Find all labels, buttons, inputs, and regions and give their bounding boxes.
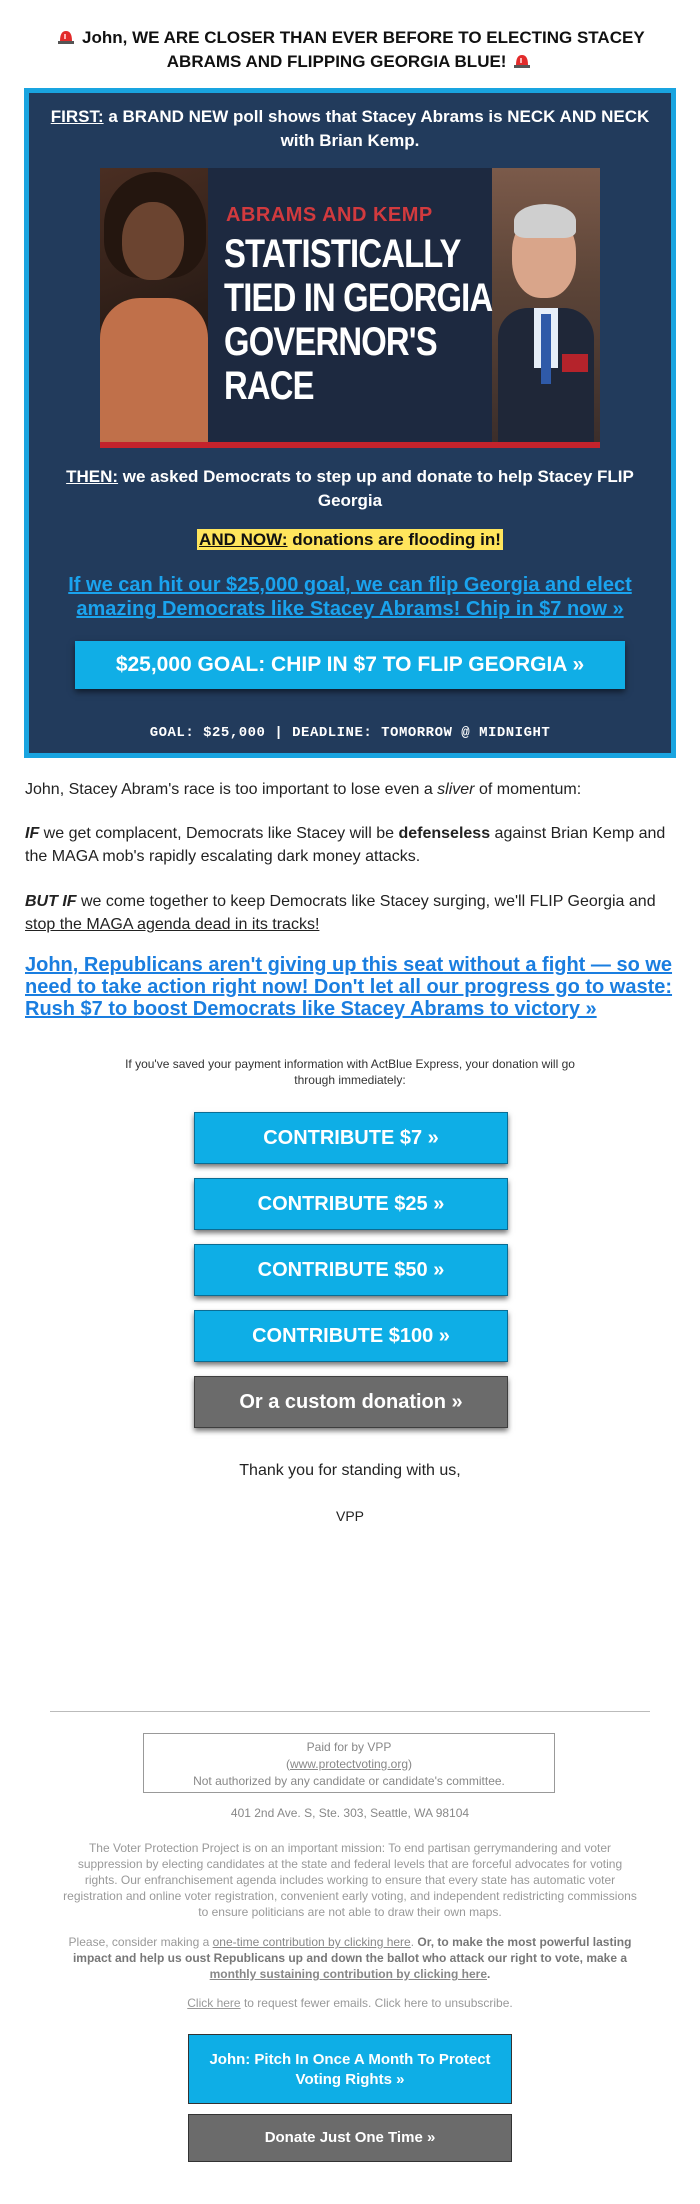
image-subtitle: ABRAMS AND KEMP [226, 204, 433, 226]
now-paragraph [29, 529, 671, 551]
contribute-50-button[interactable]: CONTRIBUTE $50 » [194, 1244, 508, 1296]
chip-in-button[interactable]: $25,000 GOAL: CHIP IN $7 TO FLIP GEORGIA » [75, 641, 625, 689]
first-label: FIRST: [50, 107, 104, 126]
headline-text: John, WE ARE CLOSER THAN EVER BEFORE TO ELECTING STACEY ABRAMS AND FLIPPING GEORGIA BLUE! [82, 28, 645, 71]
first-text: a BRAND NEW poll shows that Stacey Abrams is NECK AND NECK with Brian Kemp. [103, 107, 650, 150]
first-paragraph [39, 105, 661, 153]
contribute-7-button[interactable]: CONTRIBUTE $7 » [194, 1112, 508, 1164]
siren-icon [513, 53, 531, 68]
goal-donate-link[interactable]: If we can hit our $25,000 goal, we can flip Georgia and elect amazing Democrats like Stacey Abrams! Chip in $7 now » [68, 574, 632, 620]
headline [40, 26, 660, 74]
rush-donate-link[interactable]: John, Republicans aren't giving up this seat without a fight — so we need to take action right now! Don't let all our progress go to waste: Rush $7 to boost Democrats like Stacey Abrams to victory » [25, 954, 673, 1020]
consider-paragraph: Please, consider making a one-time contribution by clicking here. Or, to make the most powerful lasting impact and help us oust Republicans up and down the ballot who attack our right to vote, make a monthly sustaining contribution by clicking here. [68, 1935, 632, 1981]
monthly-link[interactable]: monthly sustaining contribution by clicking here [209, 1967, 487, 1981]
one-time-donate-button[interactable]: Donate Just One Time » [188, 2114, 512, 2162]
body-paragraph-2: IF we get complacent, Democrats like Stacey will be defenseless against Brian Kemp and the MAGA mob's rapidly escalating dark money attacks. [25, 825, 666, 865]
paid-for-box: Paid for by VPP (www.protectvoting.org) Not authorized by any candidate or candidate's committee. [143, 1733, 555, 1793]
body-paragraph-3: BUT IF we come together to keep Democrats like Stacey surging, we'll FLIP Georgia and stop the MAGA agenda dead in its tracks! [25, 893, 656, 933]
image-red-stripe [100, 442, 600, 448]
kemp-photo [492, 168, 600, 448]
now-text: donations are flooding in! [287, 530, 501, 549]
footer-divider [50, 1711, 650, 1712]
paid-by: Paid for by VPP [306, 1740, 392, 1754]
body-paragraph-1: John, Stacey Abram's race is too important to lose even a sliver of momentum: [25, 781, 582, 798]
actblue-note: If you've saved your payment information with ActBlue Express, your donation will go through immediately: [125, 1057, 575, 1087]
signature: VPP [335, 1508, 364, 1524]
siren-icon [57, 29, 75, 44]
abrams-photo [100, 168, 208, 448]
website-link[interactable]: www.protectvoting.org [289, 1757, 409, 1771]
stop-maga-link[interactable]: stop the MAGA agenda dead in its tracks! [25, 916, 320, 933]
goal-deadline: GOAL: $25,000 | DEADLINE: TOMORROW @ MIDNIGHT [149, 725, 551, 741]
then-text: we asked Democrats to step up and donate to help Stacey FLIP Georgia [118, 467, 634, 510]
contribute-25-button[interactable]: CONTRIBUTE $25 » [194, 1178, 508, 1230]
mailing-address: 401 2nd Ave. S, Ste. 303, Seattle, WA 98104 [230, 1806, 470, 1820]
monthly-donate-button[interactable]: John: Pitch In Once A Month To Protect Voting Rights » [188, 2034, 512, 2104]
thanks-line: Thank you for standing with us, [239, 1462, 461, 1479]
poll-image[interactable] [100, 168, 600, 448]
email-prefs: Click here to request fewer emails. Click here to unsubscribe. [187, 1996, 513, 2010]
custom-donation-button[interactable]: Or a custom donation » [194, 1376, 508, 1428]
fewer-emails-link[interactable]: Click here [187, 1996, 241, 2010]
then-label: THEN: [66, 467, 119, 486]
mission-statement: The Voter Protection Project is on an important mission: To end partisan gerrymandering and voter suppression by electing candidates at the state and federal levels that are forceful advocates for voting rights. Our enfranchisement agenda includes working to ensure that every state has automatic voter registration and online voter registration, convenient early voting, and independent redistricting commissions to ensure politicians are not able to draw their own maps. [63, 1841, 637, 1919]
contribute-100-button[interactable]: CONTRIBUTE $100 » [194, 1310, 508, 1362]
one-time-link[interactable]: one-time contribution by clicking here [212, 1935, 411, 1949]
not-authorized: Not authorized by any candidate or candidate's committee. [193, 1774, 505, 1788]
image-title: STATISTICALLY TIED IN GEORGIA GOVERNOR'S RACE [224, 232, 492, 408]
poll-callout-box [24, 88, 676, 758]
then-paragraph [39, 465, 661, 513]
now-label: AND NOW: [199, 530, 288, 549]
